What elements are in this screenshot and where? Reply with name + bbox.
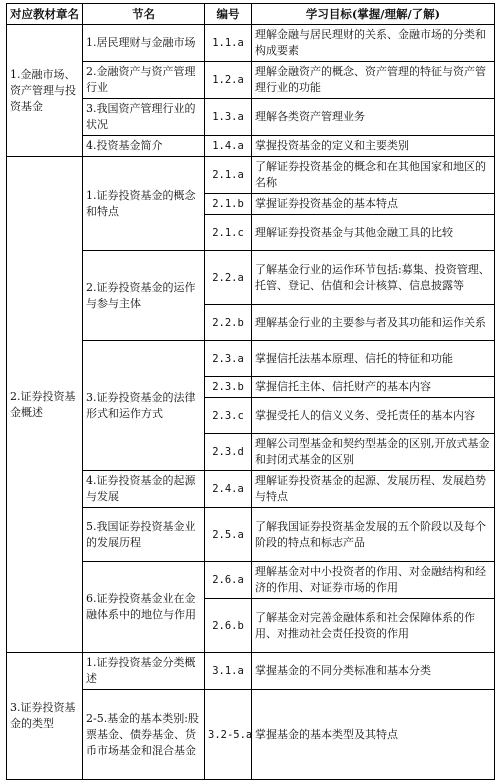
code-cell: 3.2-5.a <box>205 690 252 780</box>
section-cell: 6.证券投资基金业在金融体系中的地位与作用 <box>83 562 205 653</box>
code-cell: 2.3.c <box>205 398 252 434</box>
goal-cell: 掌握基金的不同分类标准和基本分类 <box>252 653 495 690</box>
code-cell: 2.1.b <box>205 194 252 215</box>
goal-cell: 掌握证券投资基金的基本特点 <box>252 194 495 215</box>
section-cell: 1.居民理财与金融市场 <box>83 25 205 62</box>
goal-cell: 掌握受托人的信义义务、受托责任的基本内容 <box>252 398 495 434</box>
code-cell: 3.1.a <box>205 653 252 690</box>
goal-cell: 理解金融与居民理财的关系、金融市场的分类和构成要素 <box>252 25 495 62</box>
code-cell: 2.4.a <box>205 471 252 508</box>
section-cell: 4.投资基金简介 <box>83 136 205 157</box>
header-section: 节名 <box>83 4 205 25</box>
code-cell: 1.2.a <box>205 62 252 99</box>
goal-cell: 理解基金对中小投资者的作用、对金融结构和经济的作用、对证券市场的作用 <box>252 562 495 599</box>
goal-cell: 理解证券投资基金与其他金融工具的比较 <box>252 215 495 251</box>
code-cell: 1.3.a <box>205 99 252 136</box>
goal-cell: 了解我国证券投资基金发展的五个阶段以及每个阶段的特点和标志产品 <box>252 508 495 562</box>
table-row <box>7 653 495 690</box>
section-cell: 2.金融资产与资产管理行业 <box>83 62 205 99</box>
goal-cell: 了解证券投资基金的概念和在其他国家和地区的名称 <box>252 157 495 194</box>
goal-cell: 理解基金行业的主要参与者及其功能和运作关系 <box>252 305 495 341</box>
table-row <box>7 25 495 62</box>
section-cell: 4.证券投资基金的起源与发展 <box>83 471 205 508</box>
chapter-cell: 2.证券投资基金概述 <box>7 157 83 653</box>
goal-cell: 掌握基金的基本类型及其特点 <box>252 690 495 780</box>
header-goal: 学习目标(掌握/理解/了解) <box>252 4 495 25</box>
code-cell: 2.1.c <box>205 215 252 251</box>
header-chapter: 对应教材章名 <box>7 4 83 25</box>
code-cell: 2.2.b <box>205 305 252 341</box>
header-code: 编号 <box>205 4 252 25</box>
goal-cell: 理解各类资产管理业务 <box>252 99 495 136</box>
code-cell: 2.5.a <box>205 508 252 562</box>
code-cell: 2.3.d <box>205 434 252 471</box>
section-cell: 5.我国证券投资基金业的发展历程 <box>83 508 205 562</box>
code-cell: 1.4.a <box>205 136 252 157</box>
code-cell: 2.2.a <box>205 251 252 305</box>
section-cell: 3.我国资产管理行业的状况 <box>83 99 205 136</box>
chapter-cell: 1.金融市场、资产管理与投资基金 <box>7 25 83 157</box>
section-cell: 2.证券投资基金的运作与参与主体 <box>83 251 205 341</box>
goal-cell: 掌握信托主体、信托财产的基本内容 <box>252 377 495 398</box>
code-cell: 1.1.a <box>205 25 252 62</box>
code-cell: 2.6.b <box>205 599 252 653</box>
code-cell: 2.6.a <box>205 562 252 599</box>
learning-objectives-table <box>6 3 495 780</box>
code-cell: 2.3.a <box>205 341 252 377</box>
section-cell: 2-5.基金的基本类别:股票基金、债券基金、货币市场基金和混合基金 <box>83 690 205 780</box>
goal-cell: 掌握信托法基本原理、信托的特征和功能 <box>252 341 495 377</box>
goal-cell: 理解金融资产的概念、资产管理的特征与资产管理行业的功能 <box>252 62 495 99</box>
goal-cell: 理解证券投资基金的起源、发展历程、发展趋势与特点 <box>252 471 495 508</box>
table-row <box>7 157 495 194</box>
code-cell: 2.1.a <box>205 157 252 194</box>
goal-cell: 掌握投资基金的定义和主要类别 <box>252 136 495 157</box>
section-cell: 1.证券投资基金的概念和特点 <box>83 157 205 251</box>
table-body <box>7 25 495 780</box>
table-header-row <box>7 4 495 25</box>
section-cell: 1.证券投资基金分类概述 <box>83 653 205 690</box>
goal-cell: 理解公司型基金和契约型基金的区别,开放式基金和封闭式基金的区别 <box>252 434 495 471</box>
goal-cell: 了解基金对完善金融体系和社会保障体系的作用、对推动社会责任投资的作用 <box>252 599 495 653</box>
goal-cell: 了解基金行业的运作环节包括:募集、投资管理、托管、登记、估值和会计核算、信息披露等 <box>252 251 495 305</box>
chapter-cell: 3.证券投资基金的类型 <box>7 653 83 780</box>
section-cell: 3.证券投资基金的法律形式和运作方式 <box>83 341 205 471</box>
code-cell: 2.3.b <box>205 377 252 398</box>
